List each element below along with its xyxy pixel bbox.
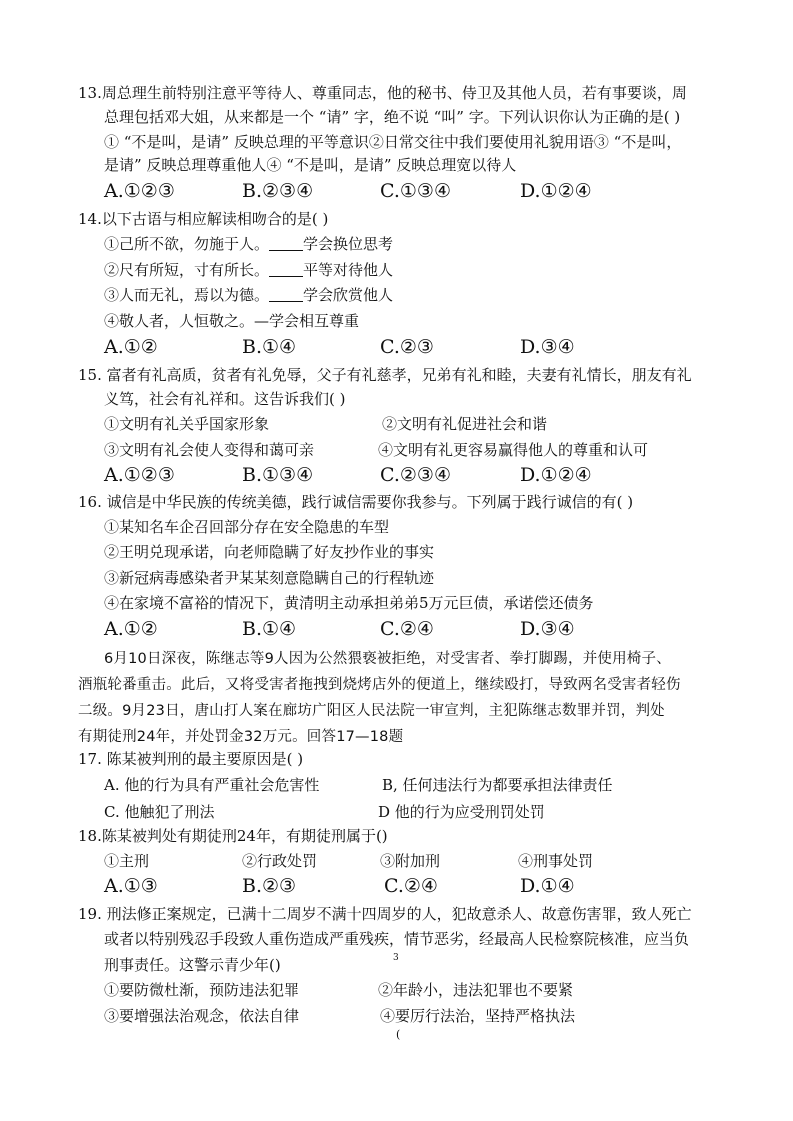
q18-item-3: ③附加刑 xyxy=(380,852,441,870)
q14-option-d: D.③④ xyxy=(520,336,575,358)
q18-option-d: D.①④ xyxy=(520,875,575,897)
q18-option-b: B.②③ xyxy=(242,875,297,897)
q18-option-a: A.①③ xyxy=(104,875,158,897)
q17-option-d: D 他的行为应受刑罚处罚 xyxy=(378,803,545,821)
q16-item-1: ①某知名车企召回部分存在安全隐患的车型 xyxy=(104,518,390,536)
q14-item-2-reading: 平等对待他人 xyxy=(303,261,394,279)
q14-item-1-reading: 学会换位思考 xyxy=(303,235,394,253)
q13-line-3: ① “不是叫，是请” 反映总理的平等意识②日常交往中我们要使用礼貌用语③ “不是叫， xyxy=(104,133,682,151)
q13-option-d: D.①②④ xyxy=(520,180,592,202)
q14-stem: 14.以下古语与相应解读相吻合的是( ) xyxy=(78,210,329,228)
q19-item-4: ④要厉行法治，坚持严格执法 xyxy=(380,1007,576,1025)
q18-stem: 18.陈某被判处有期徒刑24年，有期徒刑属于() xyxy=(78,827,388,845)
q16-option-a: A.①② xyxy=(104,618,158,640)
q14-item-3-text: ③人而无礼，焉以为德。 xyxy=(104,286,270,304)
q14-item-3-reading: 学会欣赏他人 xyxy=(303,286,394,304)
q18-option-c: C.②④ xyxy=(384,875,438,897)
q17-option-a: A. 他的行为具有严重社会危害性 xyxy=(104,776,320,794)
q14-option-c: C.②③ xyxy=(380,336,434,358)
q14-option-a: A.①② xyxy=(104,336,158,358)
stray-mark: ( xyxy=(396,1028,401,1041)
q18-item-4: ④刑事处罚 xyxy=(518,852,594,870)
answer-blank xyxy=(269,287,303,302)
q14-item-2 xyxy=(104,259,393,281)
q17-stem: 17. 陈某被判刑的最主要原因是( ) xyxy=(78,750,304,768)
q17-option-b: B, 任何违法行为都要承担法律责任 xyxy=(382,776,613,794)
q14-item-4: ④敬人者，人恒敬之。—学会相互尊重 xyxy=(104,312,360,330)
material-line-2: 酒瓶轮番重击。此后，又将受害者拖拽到烧烤店外的便道上，继续殴打，导致两名受害者轻伤 xyxy=(78,677,681,693)
q15-option-c: C.②③④ xyxy=(380,464,451,486)
material-line-3: 二级。9月23日，唐山打人案在廊坊广阳区人民法院一审宣判，主犯陈继志数罪并罚，判处 xyxy=(78,703,665,719)
q16-item-3: ③新冠病毒感染者尹某某刻意隐瞒自己的行程轨迹 xyxy=(104,569,435,587)
answer-blank xyxy=(269,262,303,277)
q19-line-3: 刑事责任。这警示青少年() xyxy=(104,956,281,974)
q14-option-b: B.①④ xyxy=(242,336,297,358)
q17-option-c: C. 他触犯了刑法 xyxy=(104,803,215,821)
q15-line-2: 义笃，社会有礼祥和。这告诉我们( ) xyxy=(104,390,346,408)
q19-item-3: ③要增强法治观念，依法自律 xyxy=(104,1007,300,1025)
q13-option-c: C.①③④ xyxy=(380,180,451,202)
q18-item-1: ①主刑 xyxy=(104,852,150,870)
q13-line-1: 13.周总理生前特别注意平等待人、尊重同志，他的秘书、侍卫及其他人员，若有事要谈，周 xyxy=(78,84,687,102)
q16-item-2: ②王明兑现承诺，向老师隐瞒了好友抄作业的事实 xyxy=(104,543,435,561)
q15-option-a: A.①②③ xyxy=(104,464,175,486)
q15-item-2: ②文明有礼促进社会和谐 xyxy=(382,415,548,433)
q14-item-1 xyxy=(104,233,393,255)
q16-option-c: C.②④ xyxy=(380,618,434,640)
q14-item-2-text: ②尺有所短，寸有所长。 xyxy=(104,261,270,279)
page-number: 3 xyxy=(393,953,399,963)
q13-option-b: B.②③④ xyxy=(242,180,314,202)
q15-item-1: ①文明有礼关乎国家形象 xyxy=(104,415,270,433)
q15-option-d: D.①②④ xyxy=(520,464,592,486)
q18-item-2: ②行政处罚 xyxy=(242,852,318,870)
q13-option-a: A.①②③ xyxy=(104,180,175,202)
q16-item-4: ④在家境不富裕的情况下，黄清明主动承担弟弟5万元巨债，承诺偿还债务 xyxy=(104,594,594,612)
q19-item-1: ①要防微杜渐，预防违法犯罪 xyxy=(104,981,300,999)
material-line-1: 6月10日深夜，陈继志等9人因为公然猥亵被拒绝，对受害者、拳打脚踢，并使用椅子、 xyxy=(104,651,671,667)
q16-option-d: D.③④ xyxy=(520,618,575,640)
answer-blank xyxy=(269,236,303,251)
q19-line-1: 19. 刑法修正案规定，已满十二周岁不满十四周岁的人，犯故意杀人、故意伤害罪，致人死亡 xyxy=(78,905,692,923)
q19-item-2: ②年龄小，违法犯罪也不要紧 xyxy=(378,981,574,999)
q13-line-2: 总理包括邓大姐，从来都是一个 “请” 字，绝不说 “叫” 字。下列认识你认为正确的是( ) xyxy=(104,108,681,126)
material-line-4: 有期徒刑24年，并处罚金32万元。回答17—18题 xyxy=(78,729,404,745)
q15-line-1: 15. 富者有礼高质，贫者有礼免辱，父子有礼慈孝，兄弟有礼和睦，夫妻有礼情长，朋友有礼 xyxy=(78,366,692,384)
q16-stem: 16. 诚信是中华民族的传统美德，践行诚信需要你我参与。下列属于践行诚信的有( ) xyxy=(78,493,634,511)
q15-item-3: ③文明有礼会使人变得和蔼可亲 xyxy=(104,441,315,459)
q13-line-4: 是请” 反映总理尊重他人④ “不是叫，是请” 反映总理宽以待人 xyxy=(104,156,517,174)
q19-line-2: 或者以特别残忍手段致人重伤造成严重残疾，情节恶劣，经最高人民检察院核准，应当负 xyxy=(104,930,690,948)
q14-item-1-text: ①己所不欲，勿施于人。 xyxy=(104,235,270,253)
q15-item-4: ④文明有礼更容易赢得他人的尊重和认可 xyxy=(378,441,649,459)
q14-item-3 xyxy=(104,284,393,306)
q15-option-b: B.①③④ xyxy=(242,464,314,486)
q16-option-b: B.①④ xyxy=(242,618,297,640)
